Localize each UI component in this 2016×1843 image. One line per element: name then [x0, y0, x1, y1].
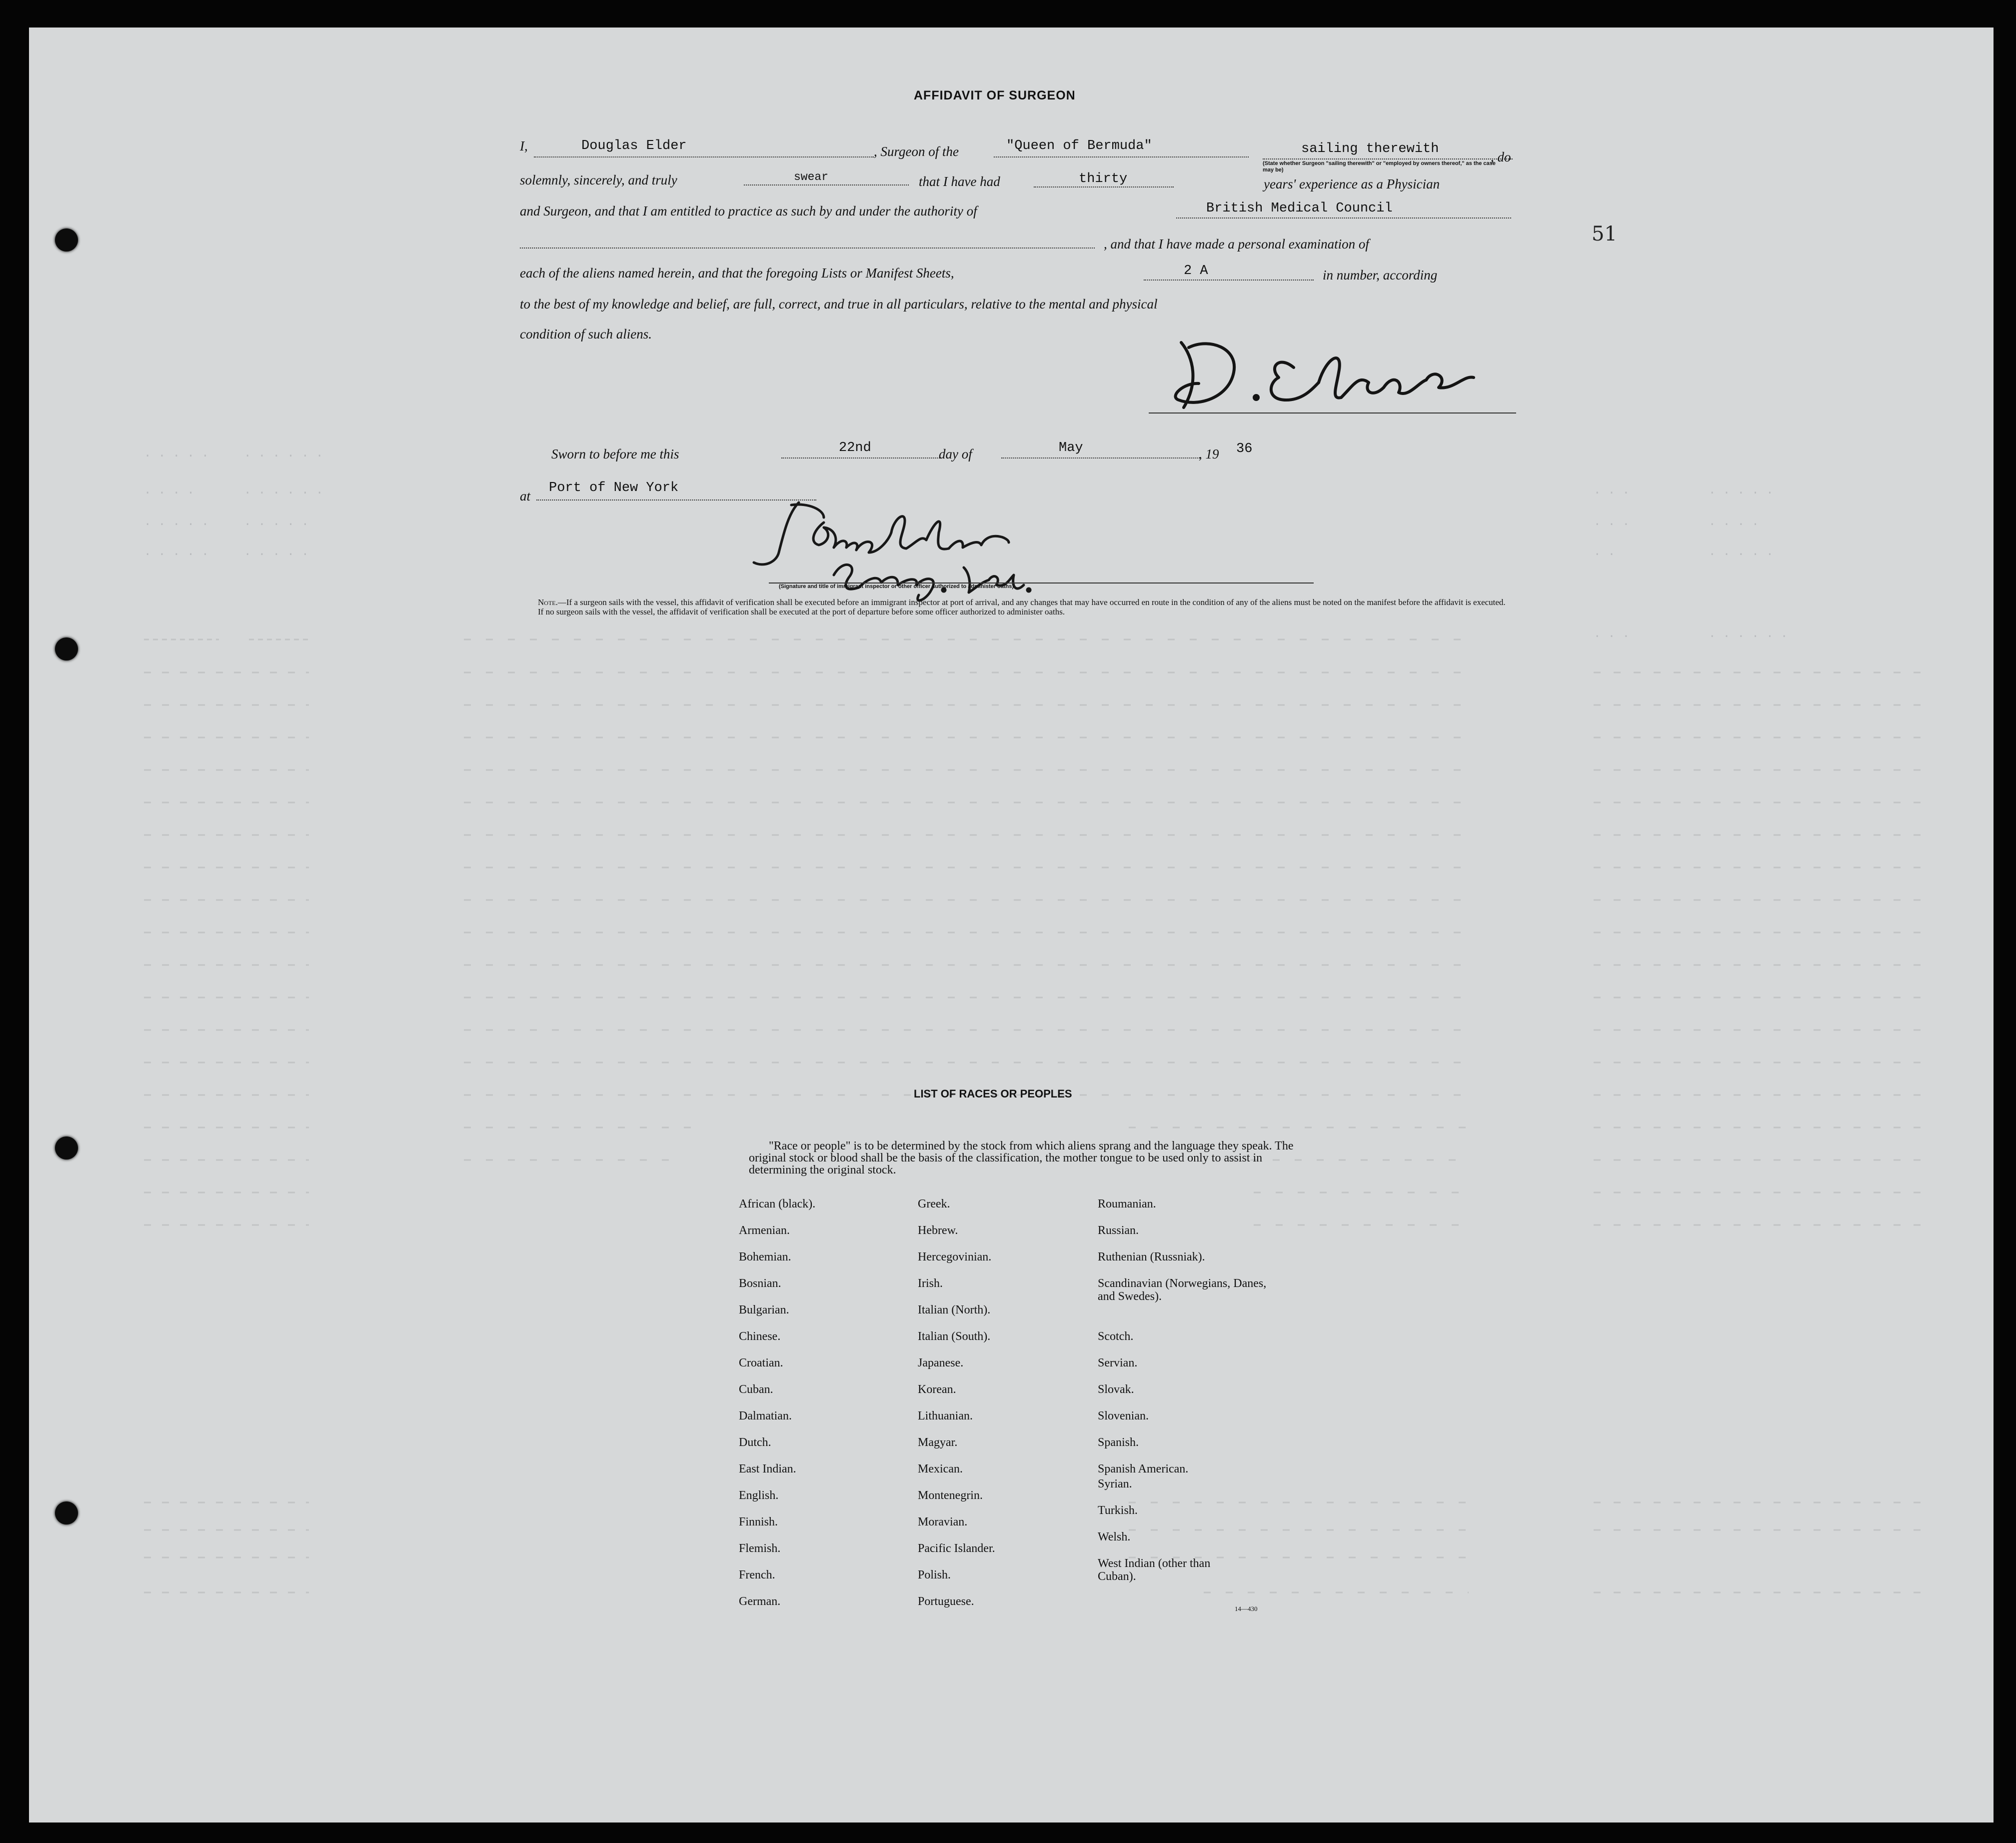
affidavit-text-at: at — [520, 488, 531, 504]
race-item: Croatian. — [739, 1356, 783, 1370]
affidavit-text-day-of: day of — [939, 446, 972, 462]
race-item: Dalmatian. — [739, 1410, 792, 1422]
race-item: Chinese. — [739, 1330, 781, 1343]
note-text-2: If no surgeon sails with the vessel, the affidavit of verification shall be executed at the port of departure before some officer authorized to administer oaths. — [538, 607, 1065, 616]
years-line — [1034, 186, 1174, 188]
svg-text:· · · · · ·: · · · · · · — [1709, 630, 1788, 644]
surgeon-signature — [1154, 328, 1544, 418]
document-page — [29, 28, 1994, 1822]
svg-text:· · · · · ·: · · · · · · — [244, 450, 323, 463]
form-number: 14—430 — [1235, 1605, 1258, 1612]
sailing-status: sailing therewith — [1301, 142, 1439, 156]
race-item: Bohemian. — [739, 1250, 791, 1264]
race-item: Ruthenian (Russniak). — [1098, 1250, 1205, 1264]
race-item: Greek. — [918, 1198, 950, 1210]
race-item: Scandinavian (Norwegians, Danes, and Swedes). — [1098, 1277, 1267, 1303]
race-item: Bosnian. — [739, 1277, 781, 1290]
affidavit-text-each: each of the aliens named herein, and that the foregoing Lists or Manifest Sheets, — [520, 266, 954, 280]
surgeon-name: Douglas Elder — [581, 138, 687, 154]
affidavit-text-do: , do — [1491, 150, 1511, 164]
affidavit-text-condition: condition of such aliens. — [520, 326, 652, 342]
race-item: Dutch. — [739, 1436, 771, 1449]
race-item: Roumanian. — [1098, 1198, 1156, 1210]
affidavit-text-surgeon-of: , Surgeon of the — [874, 144, 959, 159]
race-item: Korean. — [918, 1383, 956, 1396]
race-item: Spanish American. — [1098, 1462, 1189, 1476]
inspector-signature — [729, 492, 1119, 612]
race-item: Portuguese. — [918, 1595, 974, 1608]
oath-line — [744, 184, 909, 186]
svg-text:· · · · ·: · · · · · — [144, 450, 209, 463]
svg-text:· · · · · ·: · · · · · · — [244, 486, 323, 500]
sailing-status-line — [1263, 158, 1513, 160]
svg-text:· ·: · · — [1594, 548, 1616, 562]
race-item: Cuban. — [739, 1383, 773, 1396]
svg-text:· · · · ·: · · · · · — [1709, 548, 1774, 562]
race-item: Mexican. — [918, 1462, 963, 1476]
affidavit-title: AFFIDAVIT OF SURGEON — [914, 88, 1076, 102]
sailing-status-note: (State whether Surgeon "sailing therewith" or "employed by owners thereof," as the case may be) — [1263, 160, 1496, 173]
licensing-authority: British Medical Council — [1206, 201, 1393, 216]
race-item: English. — [739, 1489, 779, 1502]
affidavit-text-best: to the best of my knowledge and belief, are full, correct, and true in all particulars, relative to the mental and physical — [520, 296, 1158, 312]
affidavit-text-have-had: that I have had — [919, 174, 1000, 189]
affidavit-text-years-exp: years' experience as a Physician — [1264, 176, 1440, 192]
race-item: Montenegrin. — [918, 1489, 983, 1502]
race-item: Welsh. — [1098, 1530, 1131, 1544]
race-item: Slovenian. — [1098, 1410, 1149, 1422]
race-item: African (black). — [739, 1198, 816, 1210]
svg-text:· · ·: · · · — [1594, 518, 1630, 532]
race-item: Hercegovinian. — [918, 1250, 992, 1264]
note-text-1: —If a surgeon sails with the vessel, this affidavit of verification shall be executed before an immigrant inspector at port of arrival, and any changes that may have occurred en route in the condition of any of the aliens must be noted on the manifest before the affidavit is executed. — [557, 598, 1506, 607]
race-item: Turkish. — [1098, 1504, 1138, 1517]
ship-name-line — [994, 156, 1249, 158]
races-intro-text: "Race or people" is to be determined by the stock from which aliens sprang and the language they speak. The original stock or blood shall be the basis of the classification, the mother tongue to be used only to assist in determining the original stock. — [749, 1140, 1294, 1176]
surgeon-name-line — [534, 156, 874, 158]
svg-text:· · · · ·: · · · · · — [244, 548, 309, 562]
race-item: German. — [739, 1595, 781, 1608]
race-item: Slovak. — [1098, 1383, 1134, 1396]
years-experience: thirty — [1079, 172, 1128, 186]
svg-text:· · ·: · · · — [1594, 486, 1630, 500]
race-item: Spanish. — [1098, 1436, 1139, 1449]
svg-text:· · · · ·: · · · · · — [1709, 486, 1774, 500]
sworn-year: 36 — [1236, 442, 1253, 456]
affidavit-text-i: I, — [520, 138, 528, 154]
affidavit-text-year-prefix: , 19 — [1199, 446, 1219, 462]
race-item: Hebrew. — [918, 1224, 958, 1237]
sworn-place: Port of New York — [549, 480, 679, 496]
signature-underline — [1149, 412, 1516, 414]
race-item: Magyar. — [918, 1436, 958, 1449]
svg-text:· · · ·: · · · · — [144, 486, 194, 500]
affidavit-text-solemnly: solemnly, sincerely, and truly — [520, 172, 677, 188]
races-intro — [749, 1140, 1299, 1176]
race-item: Scotch. — [1098, 1330, 1134, 1343]
race-item: Armenian. — [739, 1224, 790, 1237]
race-item: Finnish. — [739, 1516, 778, 1528]
affidavit-text-and-surgeon: and Surgeon, and that I am entitled to practice as such by and under the authority of — [520, 204, 977, 218]
race-item: Servian. — [1098, 1356, 1138, 1370]
affidavit-note — [520, 598, 1520, 616]
race-item: Russian. — [1098, 1224, 1139, 1237]
race-item: Flemish. — [739, 1542, 781, 1555]
race-item: Italian (North). — [918, 1304, 991, 1316]
race-item: Italian (South). — [918, 1330, 991, 1343]
svg-text:· · · ·: · · · · — [1709, 518, 1759, 532]
race-item: Japanese. — [918, 1356, 964, 1370]
affidavit-text-in-number: in number, according — [1323, 268, 1438, 282]
race-item: Pacific Islander. — [918, 1542, 995, 1555]
affidavit-text-and-that: , and that I have made a personal examination of — [1104, 236, 1369, 252]
race-item: Irish. — [918, 1277, 943, 1290]
svg-text:· · · · ·: · · · · · — [244, 518, 309, 532]
race-item: Lithuanian. — [918, 1410, 973, 1422]
manifest-sheets: 2 A — [1184, 264, 1208, 278]
page-number: 51 — [1592, 222, 1617, 246]
svg-text:· · · · ·: · · · · · — [144, 518, 209, 532]
note-label: Note. — [538, 598, 558, 607]
race-item: East Indian. — [739, 1462, 796, 1476]
race-item: French. — [739, 1568, 775, 1582]
svg-text:· · ·: · · · — [1594, 630, 1630, 644]
race-item: Syrian. — [1098, 1478, 1132, 1490]
oath-word: swear — [794, 170, 829, 184]
ship-name: "Queen of Bermuda" — [1006, 138, 1152, 154]
affidavit-text-sworn: Sworn to before me this — [551, 446, 679, 462]
race-item: Moravian. — [918, 1516, 968, 1528]
race-item: West Indian (other than Cuban). — [1098, 1557, 1211, 1583]
race-item: Polish. — [918, 1568, 951, 1582]
signature-caption: (Signature and title of immigrant inspector or other officer authorized to administer oaths) — [779, 584, 1014, 590]
sworn-day: 22nd — [839, 440, 871, 456]
sworn-month: May — [1059, 440, 1083, 456]
races-title: LIST OF RACES OR PEOPLES — [914, 1088, 1072, 1100]
race-item: Bulgarian. — [739, 1304, 789, 1316]
svg-text:· · · · ·: · · · · · — [144, 548, 209, 562]
